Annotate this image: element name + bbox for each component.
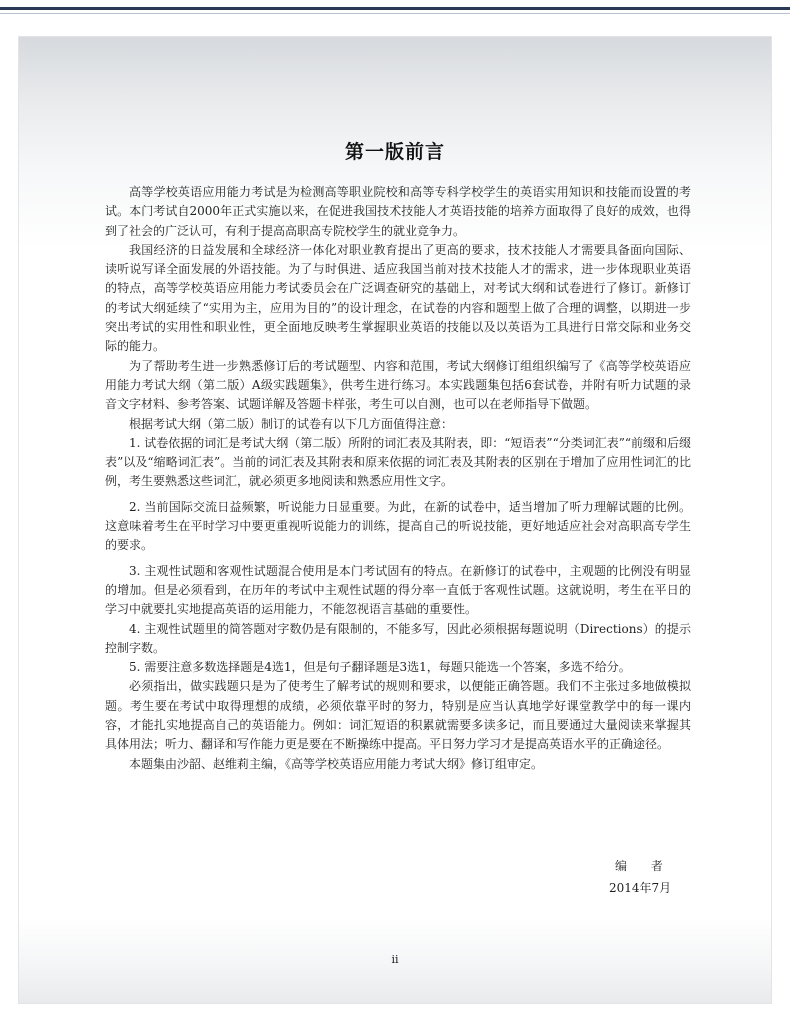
signature-date: 2014年7月 xyxy=(609,881,672,895)
signature-author: 编 者 xyxy=(615,859,673,873)
note-item-3: 3. 主观性试题和客观性试题混合使用是本门考试固有的特点。在新修订的试卷中，主观题的比例没有明显的增加。但是必须看到，在历年的考试中主观性试题的得分率一直低于客观性试题。这就说明，考生在平日的学习中就要扎实地提高英语的运用能力，不能忽视语言基础的重要性。 xyxy=(105,563,691,617)
note-item-2: 2. 当前国际交流日益频繁，听说能力日显重要。为此，在新的试卷中，适当增加了听力理解试题的比例。这意味着考生在平时学习中要更重视听说能力的训练，提高自己的听说技能，更好地适应社会对高职高专学生的要求。 xyxy=(105,499,691,553)
paragraph-1: 高等学校英语应用能力考试是为检测高等职业院校和高等专科学校学生的英语实用知识和技能而设置的考试。本门考试自2000年正式实施以来，在促进我国技术技能人才英语技能的培养方面取得了良好的成效，也得到了社会的广泛认可，有利于提高高职高专院校学生的就业竞争力。 xyxy=(105,185,691,238)
note-item-4: 4. 主观性试题里的简答题对字数仍是有限制的，不能多写，因此必须根据每题说明（Directions）的提示控制字数。 xyxy=(105,621,691,655)
paragraph-3: 为了帮助考生进一步熟悉修订后的考试题型、内容和范围，考试大纲修订组组织编写了《高等学校英语应用能力考试大纲（第二版）A级实践题集》，供考生进行练习。本实践题集包括6套试卷，并附有听力试题的录音文字材料、参考答案、试题详解及答题卡样张，考生可以自测，也可以在老师指导下做题。 xyxy=(105,358,691,412)
top-border-rule xyxy=(0,0,790,14)
note-item-5: 5. 需要注意多数选择题是4选1，但是句子翻译题是3选1，每题只能选一个答案，多选不给分。 xyxy=(129,660,631,675)
page-number: ii xyxy=(391,953,399,966)
paragraph-editors: 本题集由沙韶、赵维莉主编，《高等学校英语应用能力考试大纲》修订组审定。 xyxy=(129,756,544,771)
top-rule-line xyxy=(0,7,790,10)
paragraph-4: 根据考试大纲（第二版）制订的试卷有以下几方面值得注意： xyxy=(129,416,454,431)
page-title: 第一版前言 xyxy=(344,141,445,163)
note-item-1: 1. 试卷依据的词汇是考试大纲（第二版）所附的词汇表及其附表，即：“短语表”“分类词汇表”“前缀和后缀表”以及“缩略词汇表”。当前的词汇表及其附表和原来依据的词汇表及其附表的区别在于增加了应用性词汇的比例，考生要熟悉这些词汇，就必须更多地阅读和熟悉应用性文字。 xyxy=(105,435,691,489)
preface-body xyxy=(105,183,691,774)
paragraph-closing: 必须指出，做实践题只是为了使考生了解考试的规则和要求，以便能正确答题。我们不主张过多地做模拟题。考生要在考试中取得理想的成绩，必须依靠平时的努力，特别是应当认真地学好课堂教学中的每一课内容，才能扎实地提高自己的英语能力。例如：词汇短语的积累就需要多读多记，而且要通过大量阅读来掌握其具体用法；听力、翻译和写作能力更是要在不断操练中提高。平日努力学习才是提高英语水平的正确途径。 xyxy=(105,679,691,752)
paragraph-2: 我国经济的日益发展和全球经济一体化对职业教育提出了更高的要求，技术技能人才需要具备面向国际、读听说写译全面发展的外语技能。为了与时俱进、适应我国当前对技术技能人才的需求，进一步体现职业英语的特点，高等学校英语应用能力考试委员会在广泛调查研究的基础上，对考试大纲和试卷进行了修订。新修订的考试大纲延续了“实用为主，应用为目的”的设计理念，在试卷的内容和题型上做了合理的调整，以期进一步突出考试的实用性和职业性，更全面地反映考生掌握职业英语的技能以及以英语为工具进行日常交际和业务交际的能力。 xyxy=(105,242,691,354)
document-page xyxy=(18,36,772,1004)
